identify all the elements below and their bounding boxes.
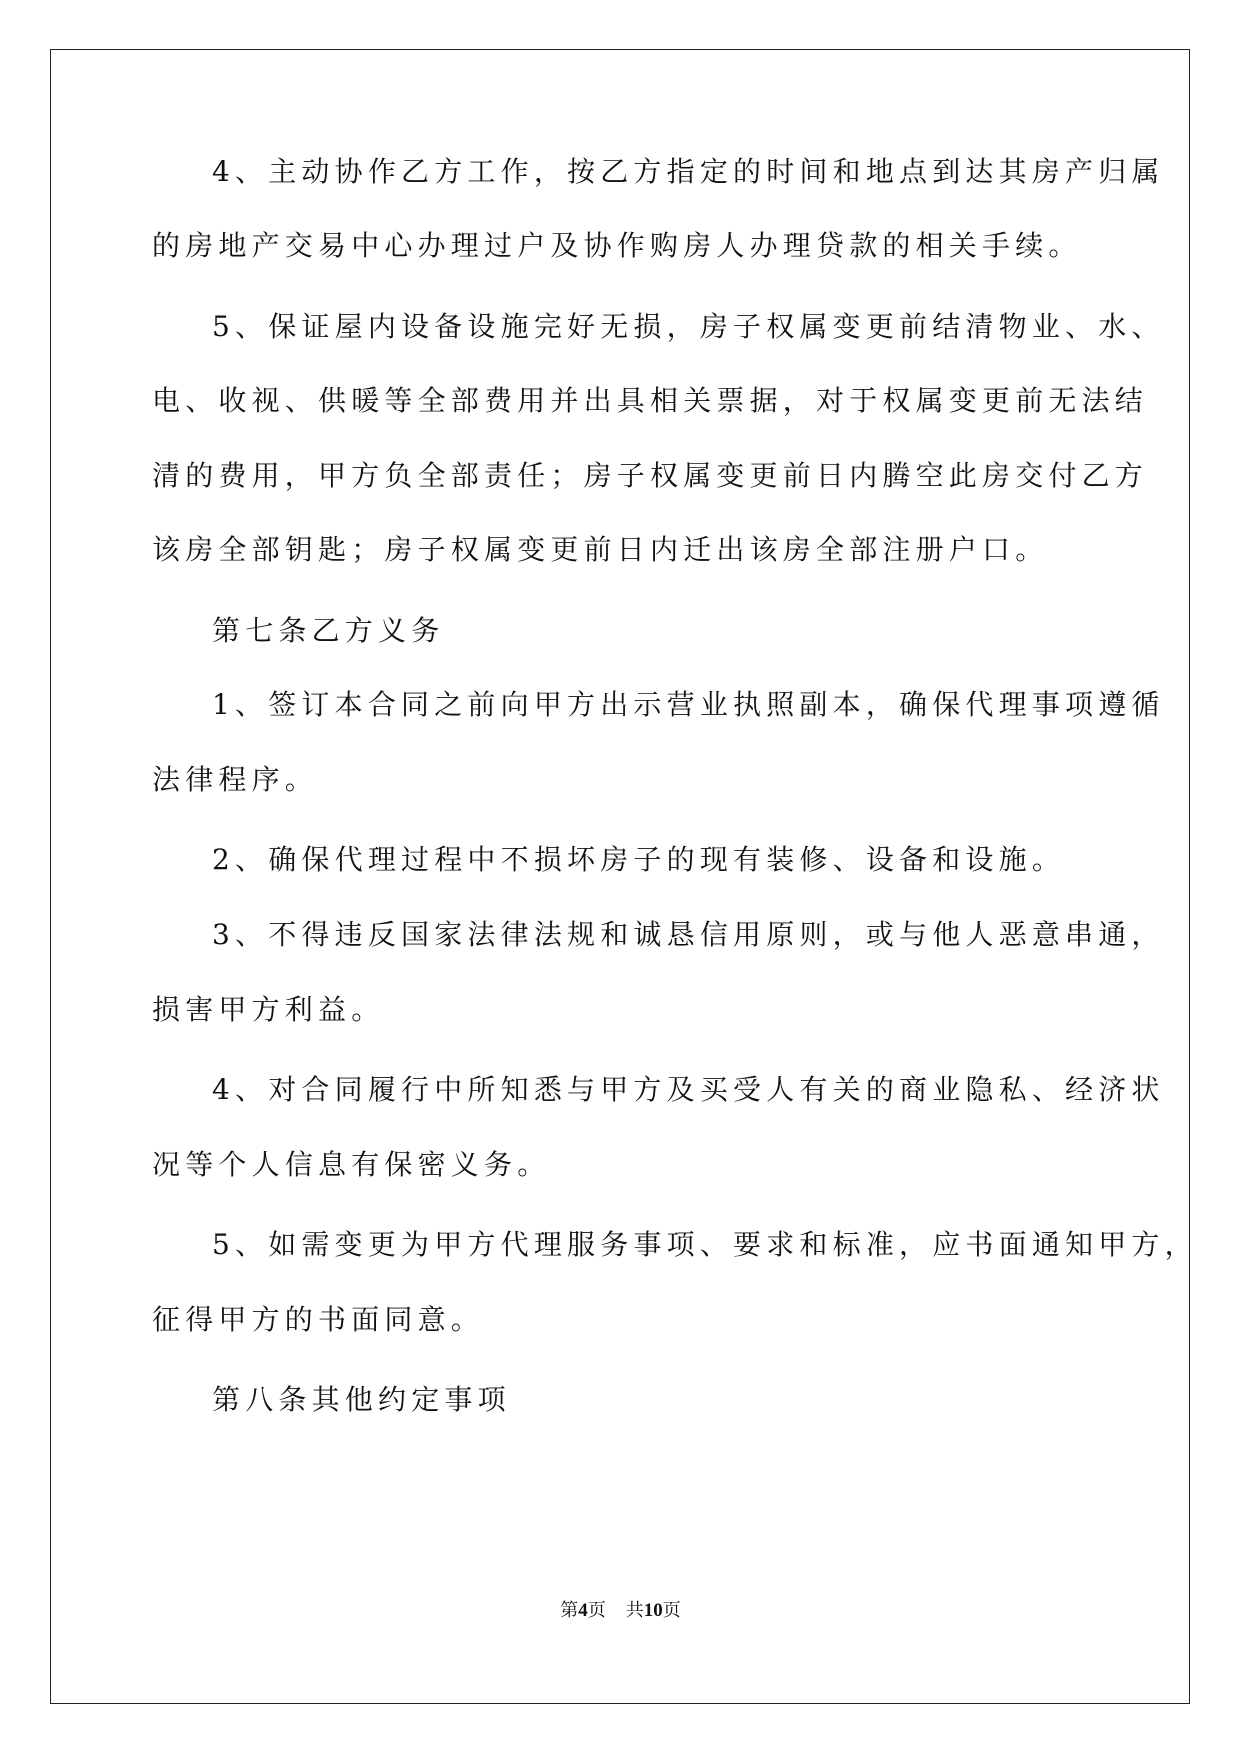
current-page-number: 4 — [578, 1600, 588, 1621]
paragraph-line: 该房全部钥匙；房子权属变更前日内迁出该房全部注册户口。 — [152, 533, 1049, 566]
section-heading: 第八条其他约定事项 — [212, 1383, 511, 1416]
page-number-footer — [0, 1596, 1241, 1622]
total-page-number: 10 — [643, 1600, 663, 1621]
paragraph-line: 电、收视、供暖等全部费用并出具相关票据，对于权属变更前无法结 — [152, 384, 1149, 417]
paragraph-line: 4、对合同履行中所知悉与甲方及买受人有关的商业隐私、经济状 — [212, 1073, 1165, 1106]
paragraph-line: 况等个人信息有保密义务。 — [152, 1148, 551, 1181]
paragraph-line: 2、确保代理过程中不损坏房子的现有装修、设备和设施。 — [212, 843, 1066, 876]
paragraph-line: 征得甲方的书面同意。 — [152, 1303, 485, 1336]
total-prefix: 共 — [625, 1600, 644, 1620]
paragraph-line: 1、签订本合同之前向甲方出示营业执照副本，确保代理事项遵循 — [212, 688, 1165, 721]
page-suffix: 页 — [587, 1600, 606, 1620]
paragraph-line: 4、主动协作乙方工作，按乙方指定的时间和地点到达其房产归属 — [212, 155, 1165, 188]
paragraph-line: 清的费用，甲方负全部责任；房子权属变更前日内腾空此房交付乙方 — [152, 459, 1149, 492]
total-suffix: 页 — [662, 1600, 681, 1620]
section-heading: 第七条乙方义务 — [212, 614, 445, 647]
paragraph-line: 3、不得违反国家法律法规和诚恳信用原则，或与他人恶意串通， — [212, 918, 1165, 951]
paragraph-line: 5、保证屋内设备设施完好无损，房子权属变更前结清物业、水、 — [212, 310, 1165, 343]
paragraph-line: 的房地产交易中心办理过户及协作购房人办理贷款的相关手续。 — [152, 229, 1082, 262]
page-prefix: 第 — [560, 1600, 579, 1620]
paragraph-line: 法律程序。 — [152, 763, 319, 796]
paragraph-line: 损害甲方利益。 — [152, 993, 385, 1026]
paragraph-line: 5、如需变更为甲方代理服务事项、要求和标准，应书面通知甲方， — [212, 1228, 1198, 1261]
